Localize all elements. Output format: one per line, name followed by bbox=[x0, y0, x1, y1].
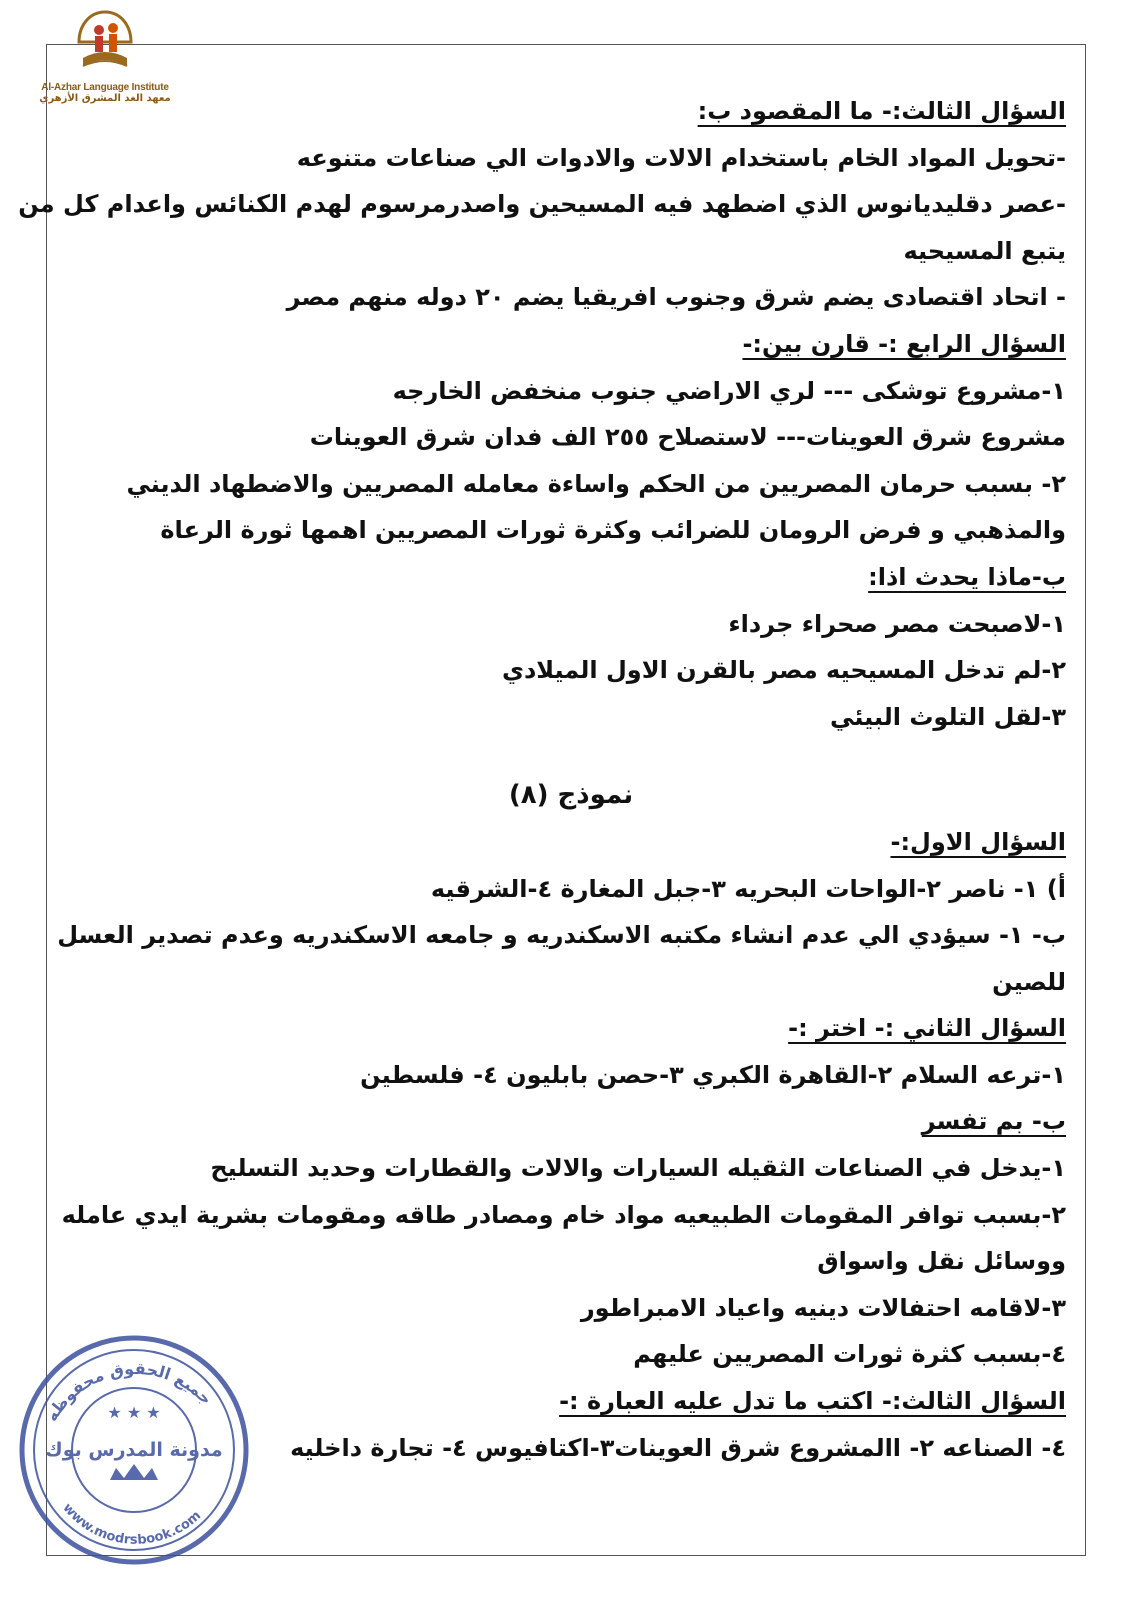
line-text: -عصر دقليديانوس الذي اضطهد فيه المسيحين واصدرمرسوم لهدم الكنائس واعدام كل من bbox=[18, 190, 1066, 219]
svg-text:www.modrsbook.com bbox=[60, 1501, 205, 1548]
line-text: للصين bbox=[992, 967, 1066, 996]
line-text: السؤال الثالث:- اكتب ما تدل عليه العبارة :- bbox=[559, 1387, 1066, 1416]
question-heading bbox=[76, 554, 1066, 601]
line-text: ب- ١- سيؤدي الي عدم انشاء مكتبه الاسكندريه و جامعه الاسكندريه وعدم تصدير العسل bbox=[57, 921, 1066, 950]
line-text: ٣-لاقامه احتفالات دينيه واعياد الامبراطور bbox=[580, 1293, 1066, 1322]
line-text: ٢-بسبب توافر المقومات الطبيعيه مواد خام ومصادر طاقه ومقومات بشرية ايدي عامله bbox=[61, 1200, 1066, 1229]
stamp-middle-text: مدونة المدرس بوك bbox=[45, 1439, 223, 1461]
line-text: ٢- بسبب حرمان المصريين من الحكم واساءة معامله المصريين والاضطهاد الديني bbox=[126, 469, 1066, 498]
stamp-bottom-text: www.modrsbook.com bbox=[59, 1500, 205, 1548]
answer-line bbox=[76, 866, 1066, 913]
answer-line bbox=[76, 1238, 1066, 1285]
answer-line bbox=[76, 647, 1066, 694]
answer-line bbox=[76, 959, 1066, 1006]
line-text: أ) ١- ناصر ٢-الواحات البحريه ٣-جبل المغارة ٤-الشرقيه bbox=[430, 874, 1066, 903]
question-heading bbox=[76, 321, 1066, 368]
line-text: يتبع المسيحيه bbox=[903, 236, 1066, 265]
line-text: نموذج (٨) bbox=[508, 780, 634, 811]
line-text: - اتحاد اقتصادى يضم شرق وجنوب افريقيا يضم ٢٠ دوله منهم مصر bbox=[286, 283, 1066, 312]
line-text: ١-يدخل في الصناعات الثقيله السيارات والالات والقطارات وحديد التسليح bbox=[210, 1154, 1066, 1183]
question-heading bbox=[76, 1005, 1066, 1052]
line-text: السؤال الثالث:- ما المقصود ب: bbox=[697, 97, 1066, 125]
line-text: ب-ماذا يحدث اذا: bbox=[868, 562, 1066, 591]
line-text: ١-مشروع توشكى --- لري الاراضي جنوب منخفض الخارجه bbox=[392, 376, 1066, 405]
question-heading bbox=[76, 819, 1066, 866]
line-text: ٣-لقل التلوث البيئي bbox=[830, 702, 1066, 731]
logo-english-name: Al-Azhar Language Institute bbox=[41, 82, 169, 93]
line-text: السؤال الاول:- bbox=[890, 827, 1066, 856]
line-text: ١-لاصبحت مصر صحراء جرداء bbox=[728, 609, 1066, 638]
copyright-stamp bbox=[14, 1330, 254, 1570]
answer-line bbox=[76, 135, 1066, 182]
stamp-top-text: جميع الحقوق محفوظه bbox=[41, 1358, 217, 1425]
model-title bbox=[76, 772, 1066, 819]
crown-icon bbox=[110, 1464, 158, 1480]
section-spacer bbox=[76, 740, 1066, 772]
answer-line bbox=[76, 507, 1066, 554]
answer-line bbox=[76, 274, 1066, 321]
line-text: ١-ترعه السلام ٢-القاهرة الكبري ٣-حصن بابليون ٤- فلسطين bbox=[360, 1060, 1066, 1089]
answer-line bbox=[76, 1052, 1066, 1099]
answer-line bbox=[76, 414, 1066, 461]
logo-emblem-icon bbox=[69, 8, 141, 78]
answer-line bbox=[76, 368, 1066, 415]
line-text: ٢-لم تدخل المسيحيه مصر بالقرن الاول الميلادي bbox=[501, 656, 1066, 685]
question-heading bbox=[76, 1098, 1066, 1145]
answer-key-text bbox=[18, 88, 1066, 1471]
line-text: ب- بم تفسر bbox=[921, 1107, 1066, 1136]
line-text: ٤- الصناعه ٢- االمشروع شرق العوينات٣-اكتافيوس ٤- تجارة داخليه bbox=[290, 1433, 1066, 1462]
answer-line bbox=[61, 1192, 1066, 1239]
answer-line bbox=[18, 181, 1066, 228]
line-text: السؤال الثاني :- اختر :- bbox=[788, 1014, 1066, 1043]
stamp-stars: ★ ★ ★ bbox=[107, 1403, 161, 1422]
answer-line bbox=[76, 228, 1066, 275]
line-text: السؤال الرابع :- قارن بين:- bbox=[742, 329, 1066, 358]
line-text: ووسائل نقل واسواق bbox=[817, 1247, 1066, 1276]
line-text: مشروع شرق العوينات--- لاستصلاح ٢٥٥ الف فدان شرق العوينات bbox=[309, 423, 1066, 452]
answer-line bbox=[76, 1285, 1066, 1332]
line-text: والمذهبي و فرض الرومان للضرائب وكثرة ثورات المصريين اهمها ثورة الرعاة bbox=[160, 516, 1066, 545]
answer-line bbox=[76, 601, 1066, 648]
logo-arabic-name: معهد الغد المشرق الأزهري bbox=[39, 93, 171, 104]
line-text: ٤-بسبب كثرة ثورات المصريين عليهم bbox=[633, 1340, 1066, 1369]
answer-line bbox=[76, 694, 1066, 741]
answer-line bbox=[76, 1145, 1066, 1192]
answer-line bbox=[76, 461, 1066, 508]
answer-line bbox=[57, 912, 1066, 959]
question-heading bbox=[76, 88, 1066, 135]
line-text: -تحويل المواد الخام باستخدام الالات والادوات الي صناعات متنوعه bbox=[296, 143, 1066, 172]
